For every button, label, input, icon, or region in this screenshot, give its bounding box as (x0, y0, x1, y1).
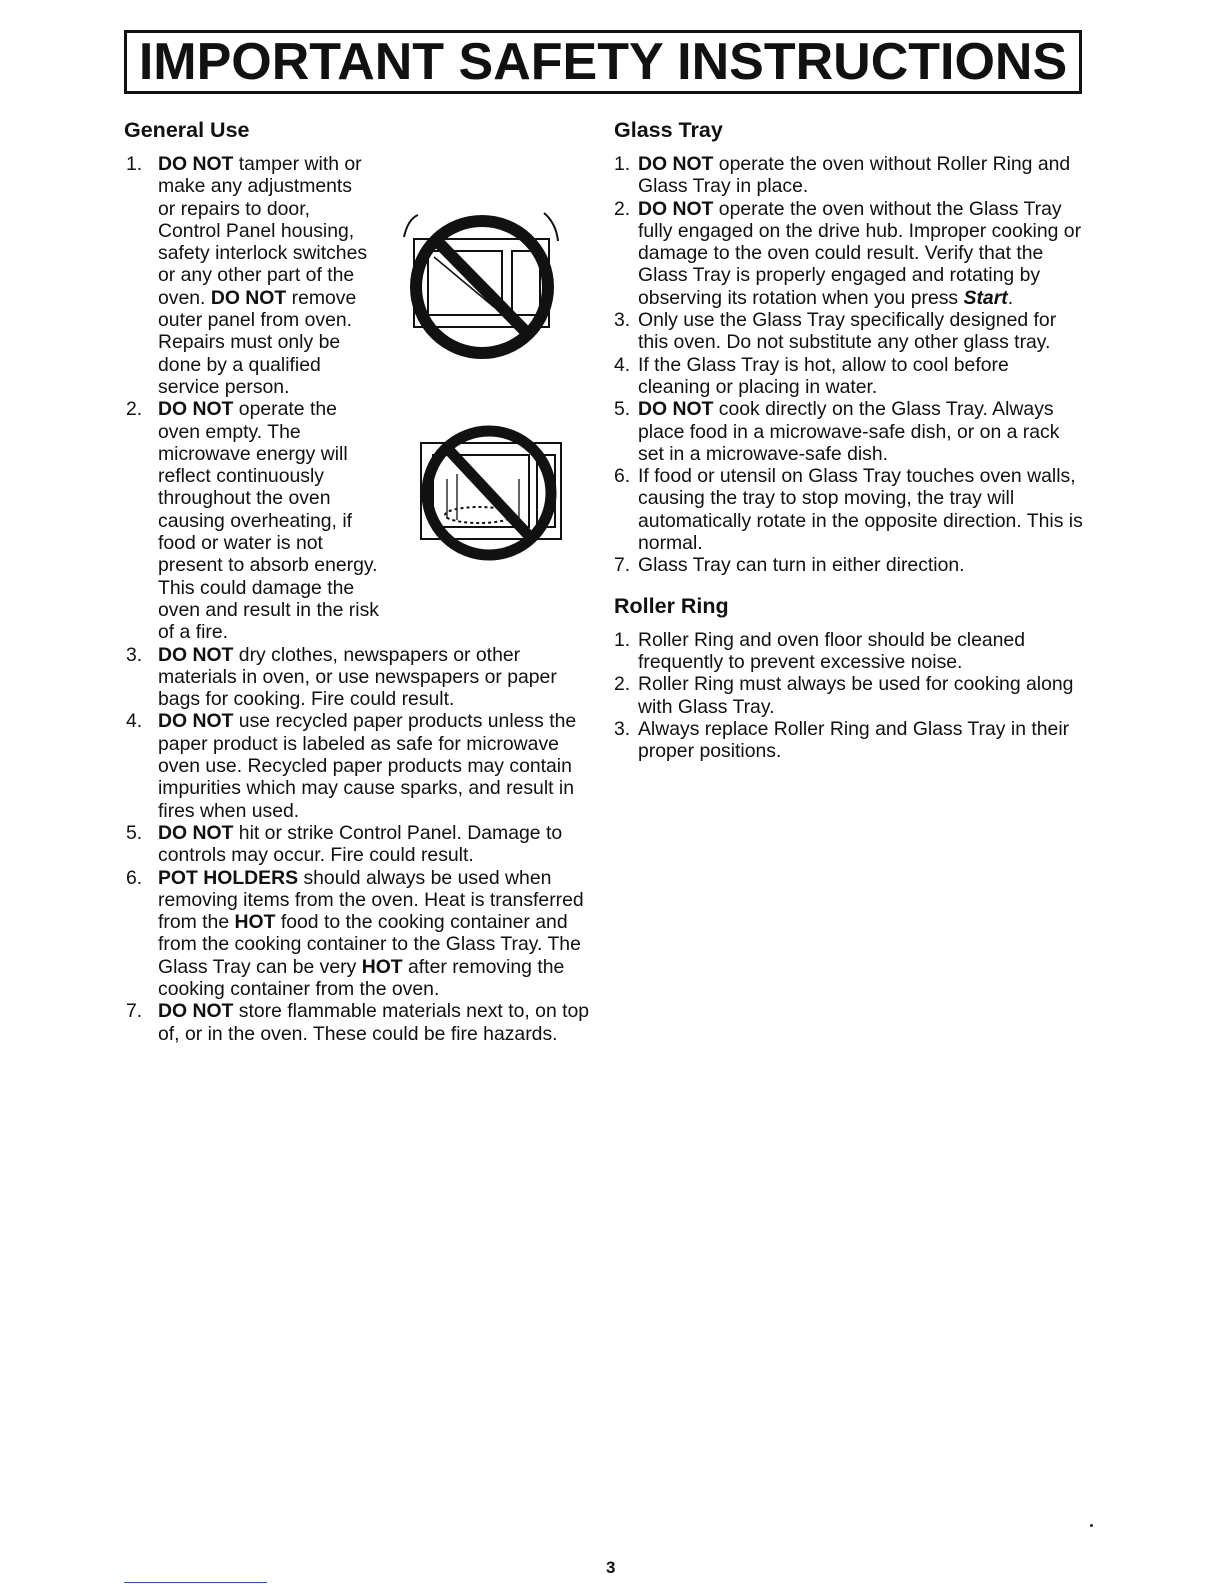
item-lead: HOT (361, 955, 403, 978)
item-text: tamper with or make any adjustments or repairs to door, Control Panel housing, safety interlock switches or any other part of the oven. (158, 153, 368, 309)
list-item (614, 673, 1084, 718)
item-number: 2. (614, 673, 631, 696)
item-lead: POT HOLDERS (158, 866, 299, 889)
item-number: 3. (614, 717, 631, 740)
item-text: store flammable materials next to, on top of, or in the oven. These could be fire hazards. (158, 1000, 590, 1045)
item-text: dry clothes, newspapers or other materials in oven, or use newspapers or paper bags for cooking. Fire could result. (158, 643, 557, 711)
item-number: 3. (614, 309, 631, 332)
item-lead: DO NOT (158, 710, 234, 733)
list-item (124, 153, 594, 398)
item-text: operate the oven empty. The microwave energy will reflect continuously throughout the oven causing overheating, if food or water is not present to absorb energy. This could damage the oven and result in the risk of a fire. (158, 398, 379, 644)
list-item (124, 822, 594, 867)
item-lead: DO NOT (638, 197, 714, 220)
item-lead: DO NOT (638, 398, 714, 421)
item-number: 2. (614, 197, 631, 220)
list-item (614, 718, 1084, 763)
list-item (614, 153, 1084, 198)
item-lead: DO NOT (158, 821, 234, 844)
list-item (614, 309, 1084, 354)
list-item (124, 1000, 594, 1045)
general-use-heading: General Use (124, 118, 250, 142)
item-wrap (158, 398, 383, 643)
scan-dot (1090, 1524, 1093, 1527)
item-number: 1. (614, 628, 631, 651)
item-number: 4. (126, 710, 143, 733)
item-text: operate the oven without Roller Ring and Glass Tray in place. (638, 153, 1071, 198)
item-lead: HOT (234, 911, 276, 934)
item-text: should always be used when removing items from the oven. Heat is transferred from the (158, 866, 584, 934)
page-title: IMPORTANT SAFETY INSTRUCTIONS (138, 33, 1068, 91)
item-number: 4. (614, 353, 631, 376)
item-number: 5. (614, 398, 631, 421)
list-item (614, 554, 1084, 576)
item-number: 6. (126, 866, 143, 889)
item-lead: DO NOT (158, 153, 234, 175)
list-item (124, 398, 594, 643)
glass-tray-list (614, 153, 1084, 577)
item-lead: DO NOT (210, 286, 287, 309)
item-text: Roller Ring and oven floor should be cleaned frequently to prevent excessive noise. (638, 628, 1025, 673)
roller-ring-list (614, 629, 1084, 763)
item-text: Only use the Glass Tray specifically designed for this oven. Do not substitute any other glass tray. (638, 309, 1057, 354)
item-text: operate the oven without the Glass Tray fully engaged on the drive hub. Improper cooking or damage to the oven could result. Verify that the Glass Tray is properly engaged and rotating by observing its rotation when you press (638, 197, 1082, 309)
item-text: . (1007, 286, 1014, 309)
item-text: If the Glass Tray is hot, allow to cool before cleaning or placing in water. (638, 353, 1009, 398)
item-wrap (158, 153, 368, 398)
glass-tray-heading: Glass Tray (614, 118, 723, 142)
item-text: If food or utensil on Glass Tray touches oven walls, causing the tray to stop moving, the tray will automatically rotate in the opposite direction. This is normal. (638, 465, 1083, 555)
item-number: 7. (614, 554, 631, 577)
title-banner (124, 30, 1082, 94)
roller-ring-heading: Roller Ring (614, 593, 729, 618)
item-lead: DO NOT (158, 398, 234, 421)
footer-rule (124, 1582, 267, 1583)
item-text: food to the cooking container and from the cooking container to the Glass Tray. The Glass Tray can be very (158, 911, 581, 978)
list-item (614, 198, 1084, 309)
list-item (614, 398, 1084, 465)
item-number: 5. (126, 821, 143, 844)
general-use-section (124, 117, 594, 1045)
item-lead: DO NOT (158, 643, 234, 666)
item-lead: DO NOT (638, 153, 714, 175)
list-item (124, 867, 594, 1001)
item-text: use recycled paper products unless the paper product is labeled as safe for microwave oven use. Recycled paper products may contain impurities which may cause sparks, and result in fires when used. (158, 710, 577, 822)
list-item (124, 710, 594, 821)
general-use-list (124, 153, 594, 1045)
item-number: 6. (614, 465, 631, 488)
item-text: Glass Tray can turn in either direction. (638, 554, 965, 577)
item-text: after removing the cooking container from the oven. (158, 955, 565, 1000)
list-item (614, 354, 1084, 399)
item-lead: DO NOT (158, 1000, 234, 1023)
list-item (614, 629, 1084, 674)
item-text: Roller Ring must always be used for cooking along with Glass Tray. (638, 673, 1074, 718)
list-item (124, 644, 594, 711)
item-text: Always replace Roller Ring and Glass Tray in their proper positions. (638, 717, 1070, 763)
item-number: 3. (126, 643, 143, 666)
item-number: 7. (126, 1000, 143, 1023)
item-text: remove outer panel from oven. Repairs must only be done by a qualified service person. (158, 286, 357, 398)
item-text: cook directly on the Glass Tray. Always place food in a microwave-safe dish, or on a rack set in a microwave-safe dish. (638, 398, 1060, 465)
item-number: 2. (126, 398, 143, 421)
item-text: hit or strike Control Panel. Damage to controls may occur. Fire could result. (158, 821, 563, 867)
page-number: 3 (606, 1558, 616, 1577)
list-item (614, 465, 1084, 554)
start-key-label: Start (963, 286, 1008, 309)
item-number: 1. (614, 153, 631, 175)
glass-tray-section (614, 117, 1084, 762)
item-number: 1. (126, 153, 143, 175)
